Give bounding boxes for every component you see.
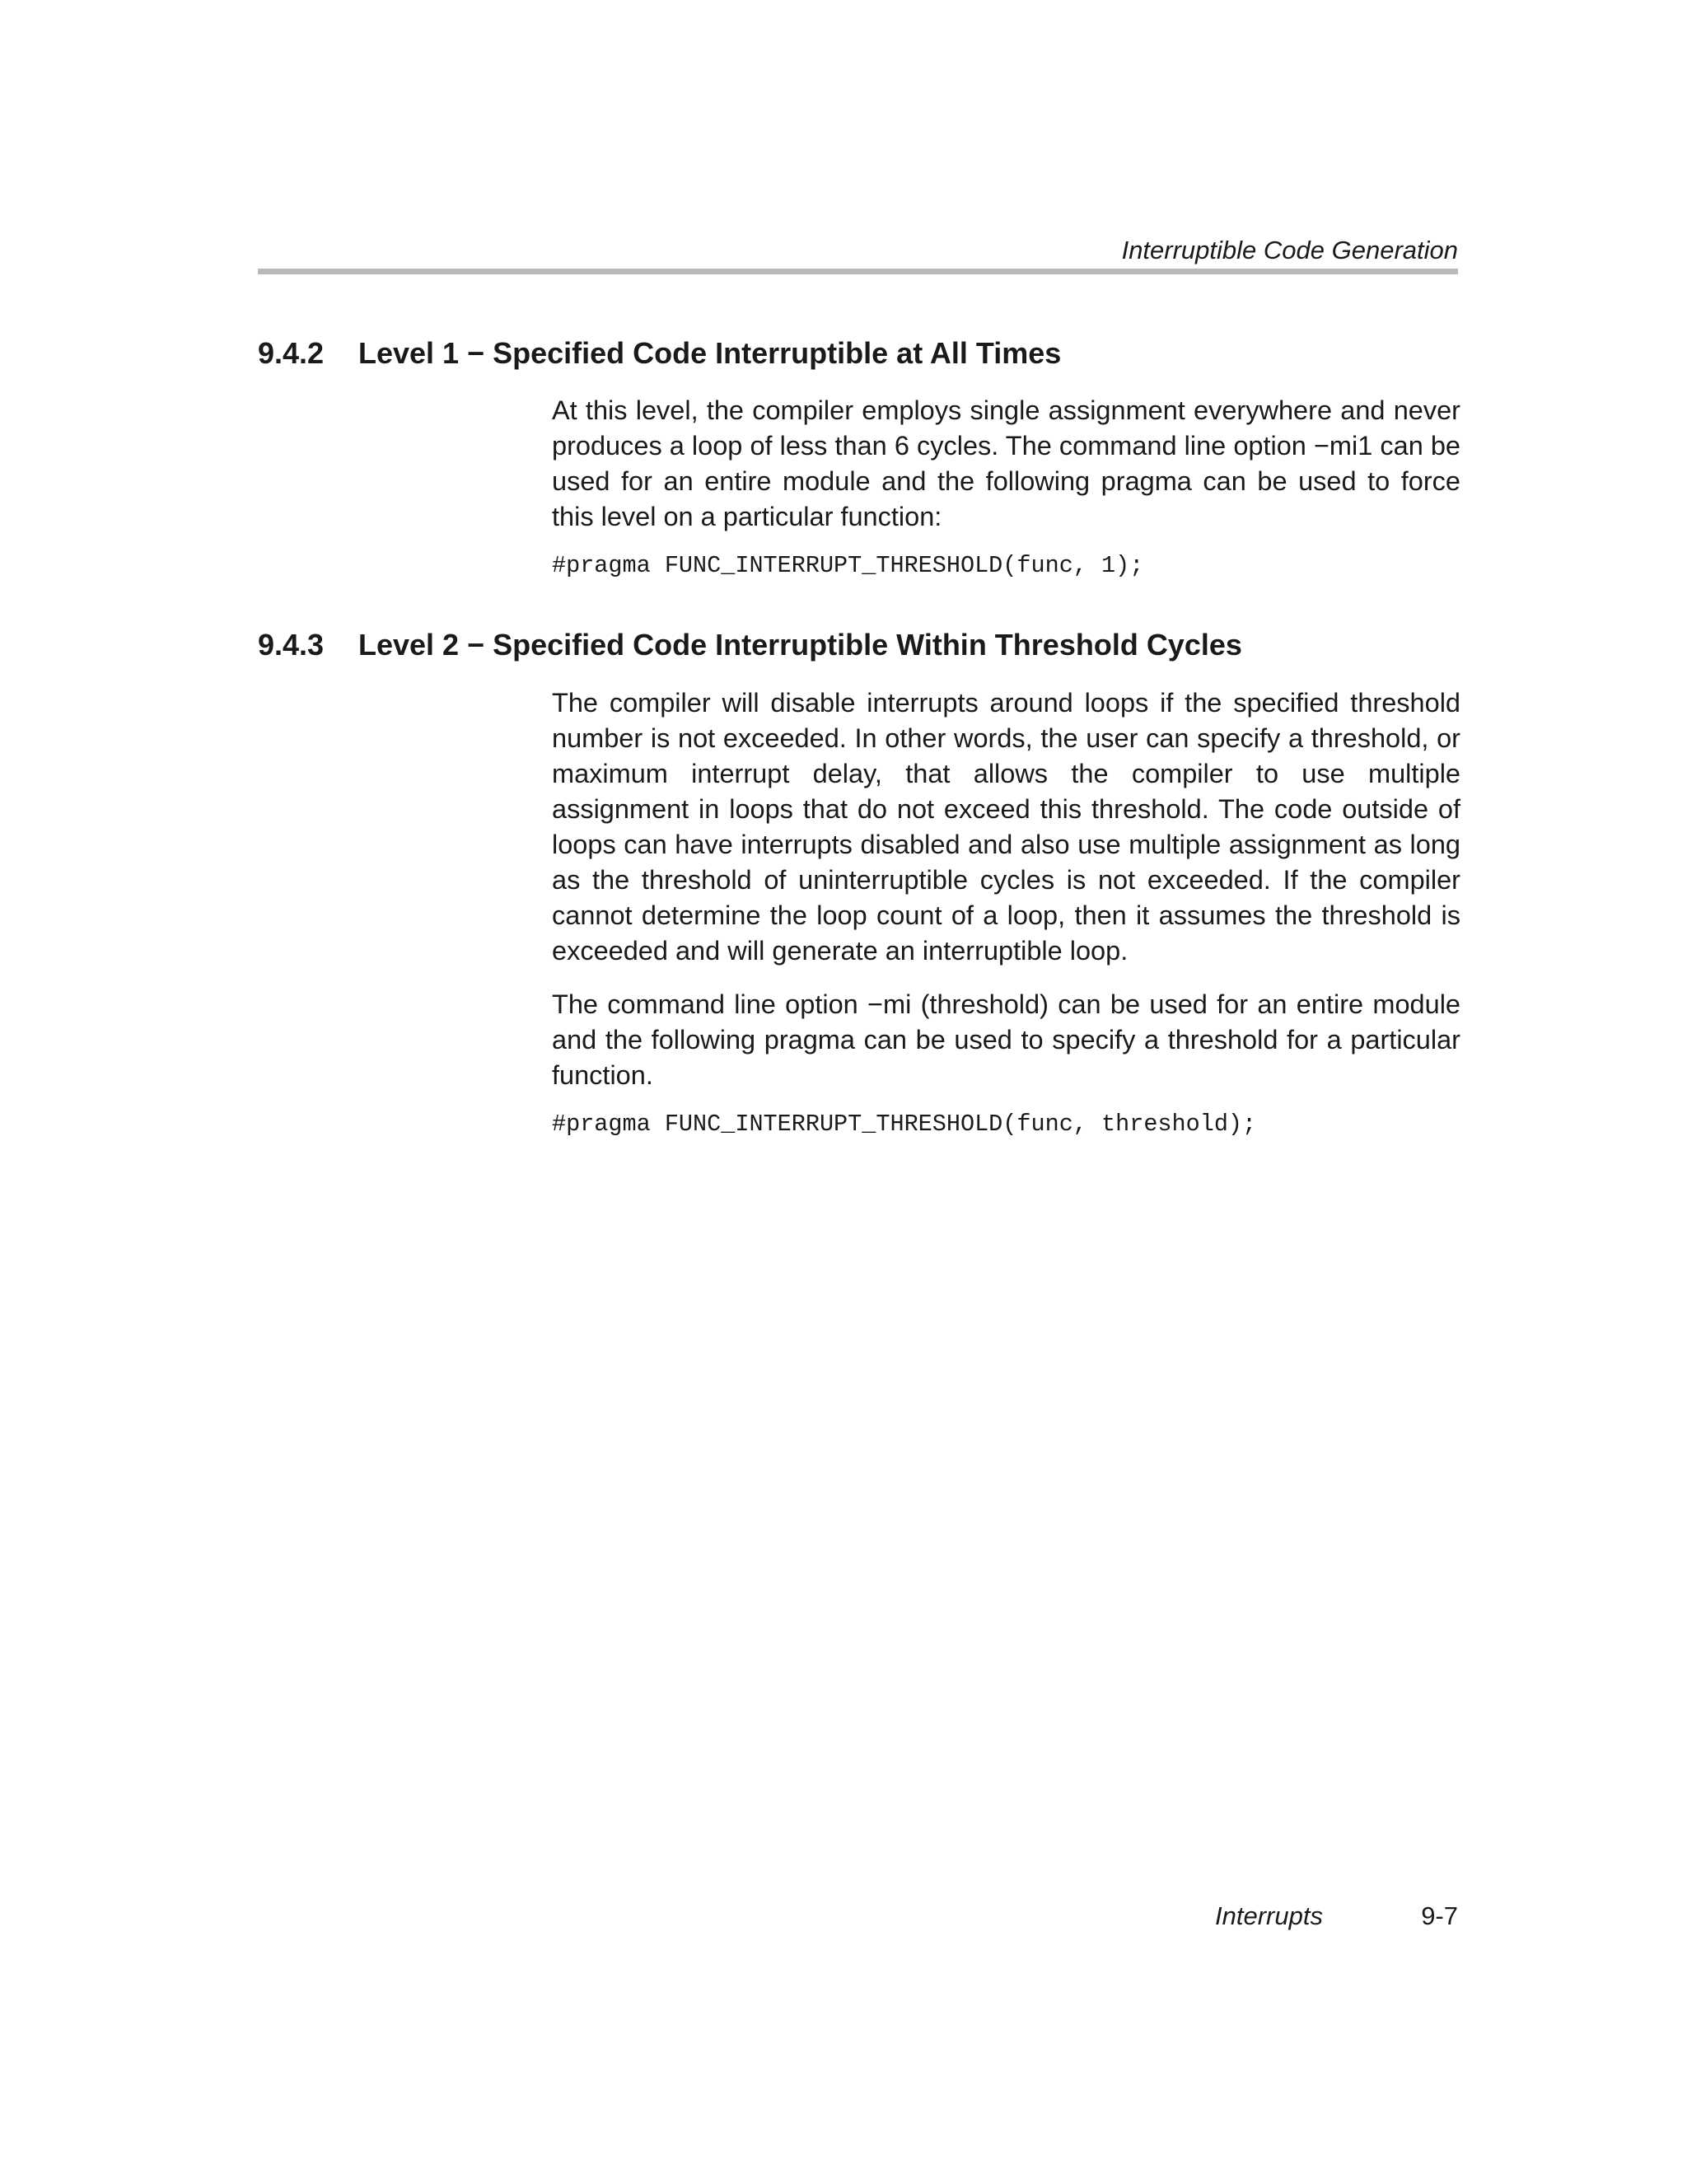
- paragraph: The compiler will disable interrupts around loops if the specified threshold number is not exceeded. In other words, the user can specify a threshold, or maximum interrupt delay, that allows the compiler to use multiple assignment in loops that do not exceed this threshold. The code outside of loops can have interrupts disabled and also use multiple assignment as long as the threshold of uninterruptible cycles is not exceeded. If the compiler cannot determine the loop count of a loop, then it assumes the threshold is exceeded and will generate an interruptible loop.: [552, 688, 1460, 966]
- footer-page-number: 9-7: [1421, 1901, 1458, 1930]
- section-number: 9.4.3: [258, 628, 325, 662]
- section-number: 9.4.2: [258, 336, 325, 370]
- paragraph: The command line option −mi (threshold) can be used for an entire module and the following pragma can be used to specify a threshold for a particular function.: [552, 989, 1460, 1090]
- section-9-4-3-body: [552, 685, 1460, 1141]
- paragraph: At this level, the compiler employs single assignment everywhere and never produces a loop of less than 6 cycles. The command line option −mi1 can be used for an entire module and the following pragma can be used to force this level on a particular function:: [552, 395, 1460, 531]
- section-title: Level 2 − Specified Code Interruptible Within Threshold Cycles: [358, 628, 1242, 662]
- footer-chapter-label: Interrupts: [1215, 1901, 1323, 1930]
- running-header: Interruptible Code Generation: [1121, 236, 1458, 264]
- section-title: Level 1 − Specified Code Interruptible at All Times: [358, 336, 1062, 370]
- header-rule: [258, 269, 1458, 274]
- code-line: #pragma FUNC_INTERRUPT_THRESHOLD(func, 1);: [552, 552, 1144, 579]
- section-9-4-2-body: [552, 393, 1460, 582]
- code-line: #pragma FUNC_INTERRUPT_THRESHOLD(func, threshold);: [552, 1111, 1257, 1138]
